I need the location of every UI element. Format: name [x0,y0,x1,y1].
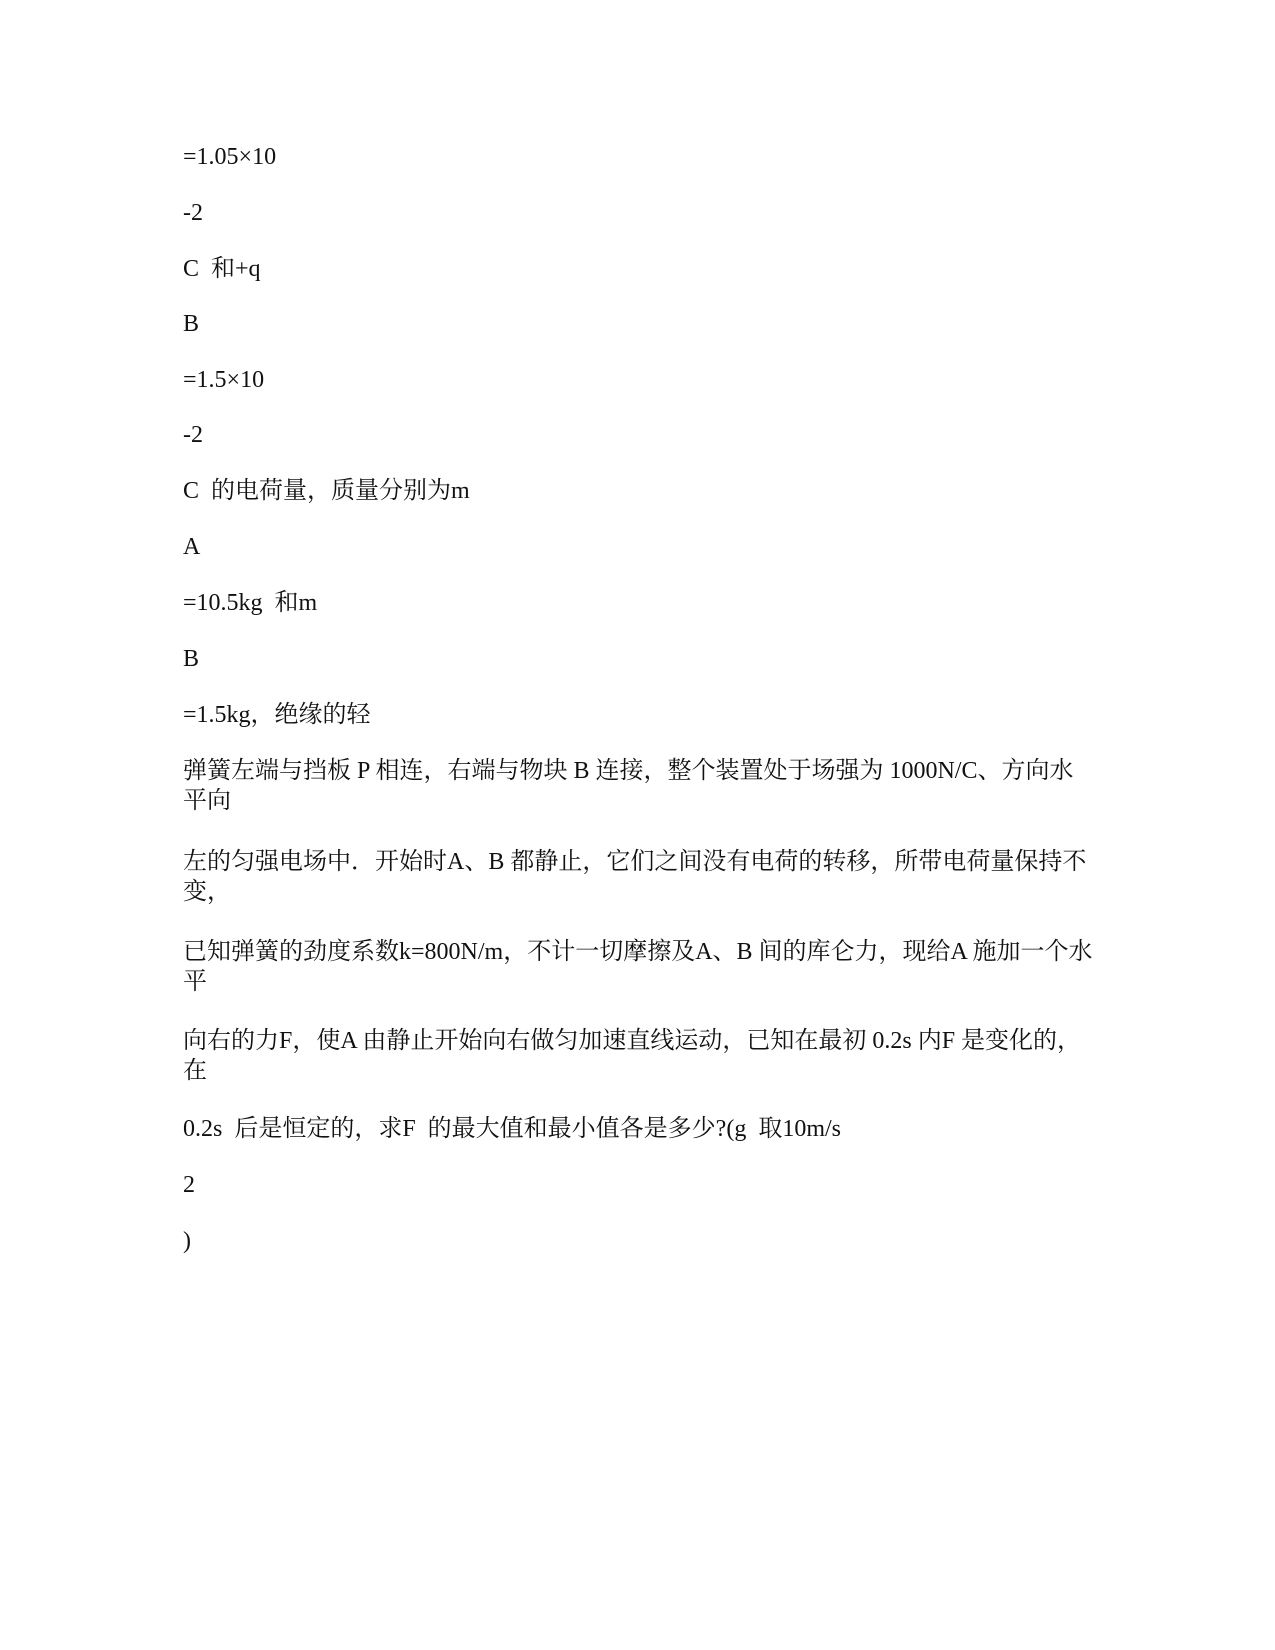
text-line: -2 [183,422,203,448]
text-line: -2 [183,200,203,226]
paragraph: 已知弹簧的劲度系数k=800N/m，不计一切摩擦及A、B 间的库仑力，现给A 施加一个水平 [183,939,1093,995]
text-line: C 的电荷量，质量分别为m [183,478,470,504]
text-line: A [183,534,201,560]
text-line: ) [183,1228,191,1254]
text-line: =1.05×10 [183,144,277,170]
paragraph: 左的匀强电场中．开始时A、B 都静止，它们之间没有电荷的转移，所带电荷量保持不变， [183,849,1087,905]
text-line: =10.5kg 和m [183,590,318,616]
text-line: =1.5×10 [183,367,265,393]
paragraph: 向右的力F，使A 由静止开始向右做匀加速直线运动，已知在最初 0.2s 内F 是变化的，在 [183,1028,1082,1084]
text-line: B [183,646,200,672]
text-line: =1.5kg，绝缘的轻 [183,702,371,728]
text-line: B [183,311,200,337]
text-line: 0.2s 后是恒定的，求F 的最大值和最小值各是多少?(g 取10m/s [183,1116,842,1142]
text-line: 2 [183,1172,195,1198]
paragraph: 弹簧左端与挡板 P 相连，右端与物块 B 连接，整个装置处于场强为 1000N/C、方向水平向 [183,758,1074,814]
text-line: C 和+q [183,256,261,282]
